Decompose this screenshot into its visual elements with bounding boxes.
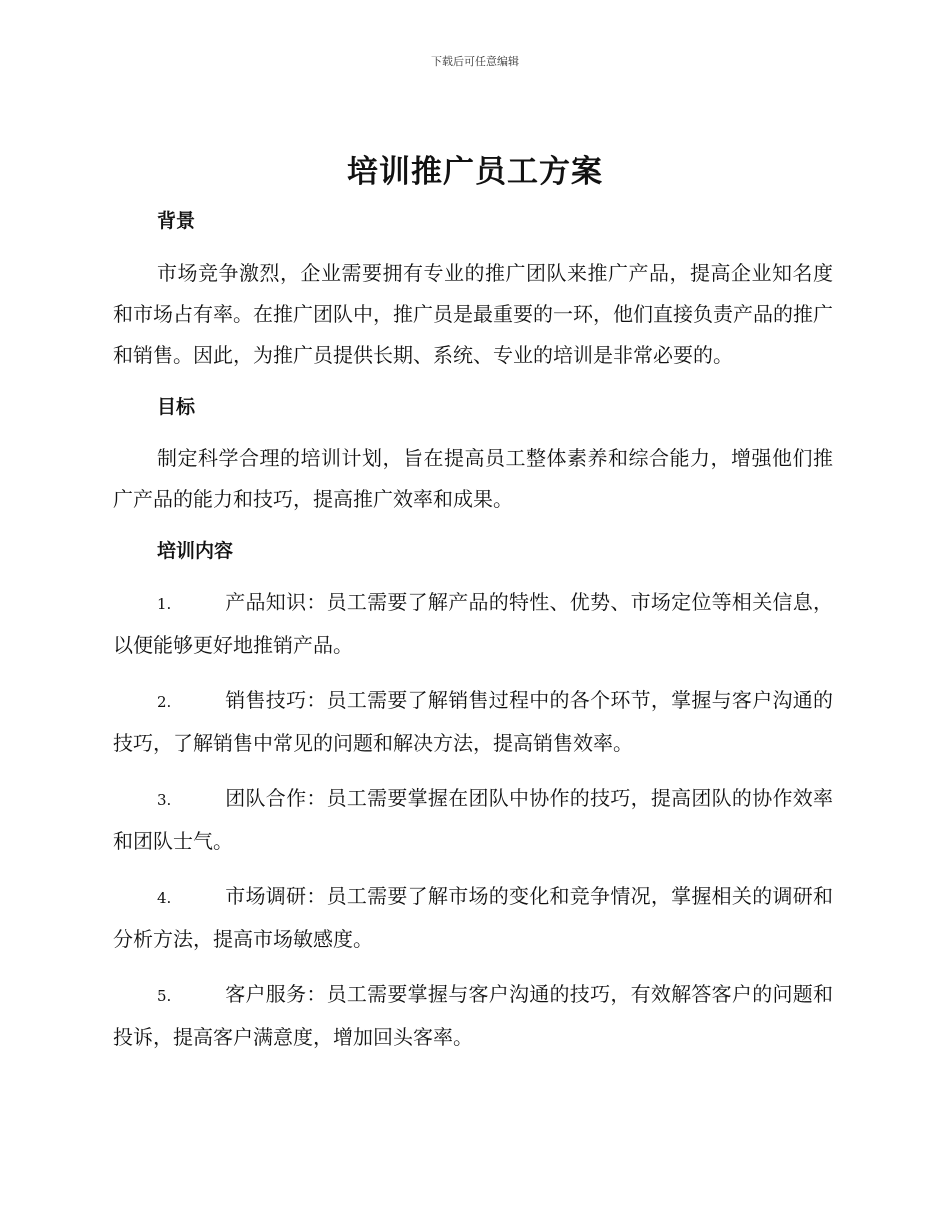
section-heading-background: 背景 [157,210,196,232]
list-item-number: 1. [157,595,172,613]
list-item-number: 3. [157,791,172,809]
list-item [113,876,833,960]
background-paragraph: 市场竞争激烈，企业需要拥有专业的推广团队来推广产品，提高企业知名度和市场占有率。在推广团队中，推广员是最重要的一环，他们直接负责产品的推广和销售。因此，为推广员提供长期、系统、专业的培训是非常必要的。 [113,261,833,367]
document-title: 培训推广员工方案 [347,154,603,190]
section-heading-goal: 目标 [157,396,196,418]
goal-paragraph: 制定科学合理的培训计划，旨在提高员工整体素养和综合能力，增强他们推广产品的能力和技巧，提高推广效率和成果。 [113,446,833,511]
list-item-number: 2. [157,693,172,711]
list-item [113,680,833,764]
list-item [113,582,833,666]
list-item-text: 市场调研：员工需要了解市场的变化和竞争情况，掌握相关的调研和分析方法，提高市场敏感度。 [113,884,833,951]
list-item-text: 销售技巧：员工需要了解销售过程中的各个环节，掌握与客户沟通的技巧，了解销售中常见的问题和解决方法，提高销售效率。 [113,688,833,755]
list-item [113,974,833,1058]
header-note: 下载后可任意编辑 [431,55,519,68]
list-item-number: 5. [157,987,172,1005]
document-body [113,204,833,1058]
list-item [113,778,833,862]
section-heading-content: 培训内容 [157,540,234,562]
list-item-text: 产品知识：员工需要了解产品的特性、优势、市场定位等相关信息，以便能够更好地推销产品。 [113,590,833,657]
list-item-text: 客户服务：员工需要掌握与客户沟通的技巧，有效解答客户的问题和投诉，提高客户满意度，增加回头客率。 [113,982,833,1049]
list-item-text: 团队合作：员工需要掌握在团队中协作的技巧，提高团队的协作效率和团队士气。 [113,786,833,853]
list-item-number: 4. [157,889,172,907]
